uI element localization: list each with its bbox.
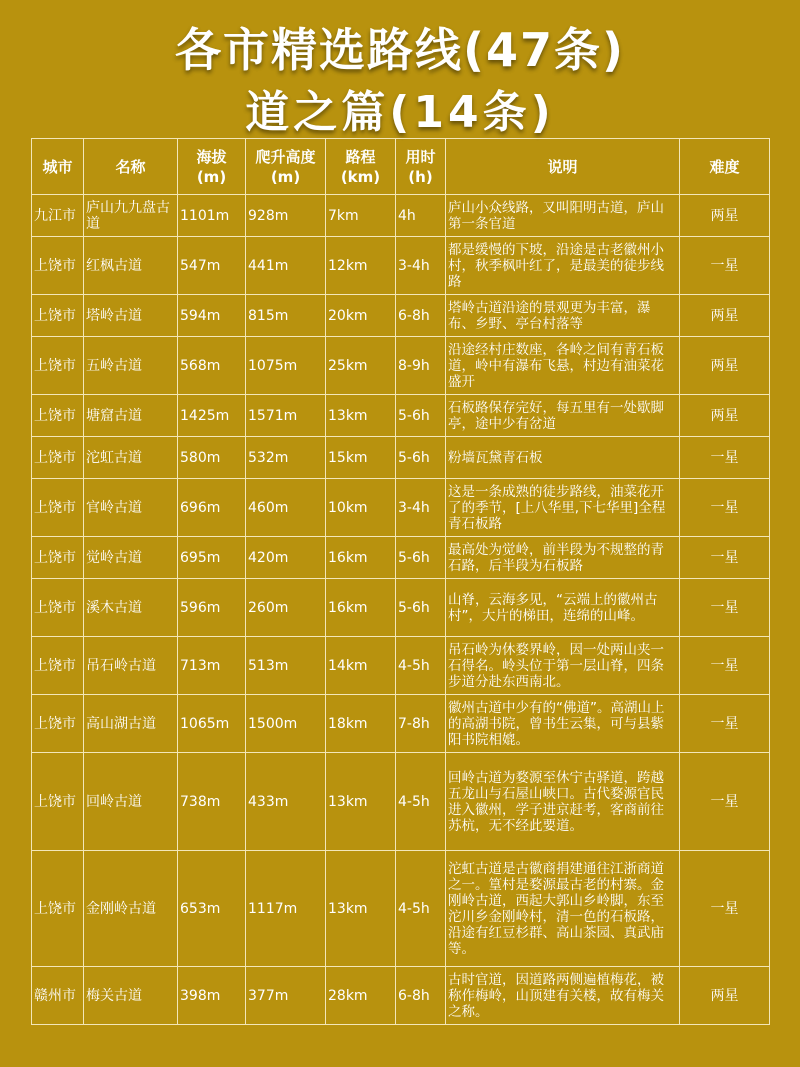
description-cell: 庐山小众线路，又叫阳明古道，庐山第一条官道	[446, 195, 680, 237]
table-row	[32, 395, 770, 437]
difficulty-cell: 一星	[680, 579, 770, 637]
page-subtitle: 道之篇(14条)	[245, 87, 555, 138]
distance-cell: 12km	[326, 237, 396, 295]
altitude-cell: 653m	[178, 851, 246, 967]
description-cell: 山脊，云海多见，“云端上的徽州古村”，大片的梯田，连绵的山峰。	[446, 579, 680, 637]
header-difficulty: 难度	[680, 139, 770, 195]
name-cell: 庐山九九盘古道	[84, 195, 178, 237]
altitude-cell: 547m	[178, 237, 246, 295]
distance-cell: 15km	[326, 437, 396, 479]
difficulty-cell: 一星	[680, 851, 770, 967]
description-cell: 回岭古道为婺源至休宁古驿道，跨越五龙山与石屋山峡口。古代婺源官民进入徽州，学子进京赶考，客商前往苏杭，无不经此要道。	[446, 753, 680, 851]
time-cell: 4-5h	[396, 851, 446, 967]
distance-cell: 25km	[326, 337, 396, 395]
difficulty-cell: 一星	[680, 437, 770, 479]
altitude-cell: 1425m	[178, 395, 246, 437]
city-cell: 上饶市	[32, 851, 84, 967]
city-cell: 上饶市	[32, 537, 84, 579]
climb-cell: 1500m	[246, 695, 326, 753]
name-cell: 官岭古道	[84, 479, 178, 537]
table-row	[32, 337, 770, 395]
description-cell: 这是一条成熟的徒步路线，油菜花开了的季节，[上八华里,下七华里]全程青石板路	[446, 479, 680, 537]
climb-cell: 928m	[246, 195, 326, 237]
difficulty-cell: 两星	[680, 195, 770, 237]
climb-cell: 1571m	[246, 395, 326, 437]
difficulty-cell: 两星	[680, 967, 770, 1025]
difficulty-cell: 一星	[680, 637, 770, 695]
description-cell: 徽州古道中少有的“佛道”。高湖山上的高湖书院，曾书生云集，可与县紫阳书院相媲。	[446, 695, 680, 753]
table-row	[32, 237, 770, 295]
header-time: 用时 (h)	[396, 139, 446, 195]
distance-cell: 20km	[326, 295, 396, 337]
city-cell: 九江市	[32, 195, 84, 237]
distance-cell: 13km	[326, 395, 396, 437]
altitude-cell: 696m	[178, 479, 246, 537]
difficulty-cell: 两星	[680, 295, 770, 337]
table-row	[32, 851, 770, 967]
description-cell: 沱虹古道是古徽商捐建通往江浙商道之一。篁村是婺源最古老的村寨。金刚岭古道，西起大郭山乡岭脚，东至沱川乡金刚岭村，清一色的石板路，沿途有红豆杉群、高山茶园、真武庙等。	[446, 851, 680, 967]
table-row	[32, 537, 770, 579]
table-row	[32, 579, 770, 637]
name-cell: 塘窟古道	[84, 395, 178, 437]
name-cell: 吊石岭古道	[84, 637, 178, 695]
altitude-cell: 738m	[178, 753, 246, 851]
name-cell: 高山湖古道	[84, 695, 178, 753]
name-cell: 塔岭古道	[84, 295, 178, 337]
table-row	[32, 637, 770, 695]
description-cell: 吊石岭为休婺界岭，因一处两山夹一石得名。岭头位于第一层山脊，四条步道分赴东西南北。	[446, 637, 680, 695]
city-cell: 上饶市	[32, 295, 84, 337]
distance-cell: 13km	[326, 851, 396, 967]
climb-cell: 420m	[246, 537, 326, 579]
climb-cell: 260m	[246, 579, 326, 637]
name-cell: 觉岭古道	[84, 537, 178, 579]
city-cell: 赣州市	[32, 967, 84, 1025]
altitude-cell: 713m	[178, 637, 246, 695]
name-cell: 金刚岭古道	[84, 851, 178, 967]
climb-cell: 433m	[246, 753, 326, 851]
time-cell: 8-9h	[396, 337, 446, 395]
distance-cell: 10km	[326, 479, 396, 537]
time-cell: 5-6h	[396, 395, 446, 437]
altitude-cell: 695m	[178, 537, 246, 579]
time-cell: 6-8h	[396, 967, 446, 1025]
climb-cell: 815m	[246, 295, 326, 337]
distance-cell: 18km	[326, 695, 396, 753]
name-cell: 溪木古道	[84, 579, 178, 637]
altitude-cell: 1065m	[178, 695, 246, 753]
description-cell: 最高处为觉岭，前半段为不规整的青石路，后半段为石板路	[446, 537, 680, 579]
table-row	[32, 437, 770, 479]
header-name: 名称	[84, 139, 178, 195]
header-altitude: 海拔 (m)	[178, 139, 246, 195]
altitude-cell: 1101m	[178, 195, 246, 237]
climb-cell: 513m	[246, 637, 326, 695]
time-cell: 4h	[396, 195, 446, 237]
altitude-cell: 580m	[178, 437, 246, 479]
name-cell: 五岭古道	[84, 337, 178, 395]
climb-cell: 377m	[246, 967, 326, 1025]
difficulty-cell: 一星	[680, 753, 770, 851]
difficulty-cell: 一星	[680, 479, 770, 537]
name-cell: 回岭古道	[84, 753, 178, 851]
difficulty-cell: 两星	[680, 395, 770, 437]
table-row	[32, 695, 770, 753]
city-cell: 上饶市	[32, 479, 84, 537]
time-cell: 4-5h	[396, 637, 446, 695]
difficulty-cell: 两星	[680, 337, 770, 395]
description-cell: 粉墙瓦黛青石板	[446, 437, 680, 479]
time-cell: 7-8h	[396, 695, 446, 753]
description-cell: 塔岭古道沿途的景观更为丰富，瀑布、乡野、亭台村落等	[446, 295, 680, 337]
distance-cell: 14km	[326, 637, 396, 695]
city-cell: 上饶市	[32, 637, 84, 695]
name-cell: 红枫古道	[84, 237, 178, 295]
table-row	[32, 195, 770, 237]
city-cell: 上饶市	[32, 437, 84, 479]
climb-cell: 1075m	[246, 337, 326, 395]
time-cell: 3-4h	[396, 479, 446, 537]
time-cell: 5-6h	[396, 537, 446, 579]
page-title: 各市精选路线(47条)	[174, 23, 626, 77]
time-cell: 4-5h	[396, 753, 446, 851]
table-row	[32, 295, 770, 337]
city-cell: 上饶市	[32, 579, 84, 637]
time-cell: 3-4h	[396, 237, 446, 295]
distance-cell: 28km	[326, 967, 396, 1025]
description-cell: 古时官道，因道路两侧遍植梅花，被称作梅岭，山顶建有关楼，故有梅关之称。	[446, 967, 680, 1025]
city-cell: 上饶市	[32, 337, 84, 395]
difficulty-cell: 一星	[680, 695, 770, 753]
climb-cell: 460m	[246, 479, 326, 537]
distance-cell: 13km	[326, 753, 396, 851]
table-row	[32, 479, 770, 537]
city-cell: 上饶市	[32, 237, 84, 295]
altitude-cell: 596m	[178, 579, 246, 637]
city-cell: 上饶市	[32, 395, 84, 437]
difficulty-cell: 一星	[680, 537, 770, 579]
altitude-cell: 398m	[178, 967, 246, 1025]
time-cell: 5-6h	[396, 437, 446, 479]
name-cell: 沱虹古道	[84, 437, 178, 479]
header-city: 城市	[32, 139, 84, 195]
altitude-cell: 594m	[178, 295, 246, 337]
time-cell: 5-6h	[396, 579, 446, 637]
header-climb: 爬升高度 (m)	[246, 139, 326, 195]
header-distance: 路程 (km)	[326, 139, 396, 195]
city-cell: 上饶市	[32, 695, 84, 753]
climb-cell: 532m	[246, 437, 326, 479]
distance-cell: 16km	[326, 579, 396, 637]
table-row	[32, 753, 770, 851]
difficulty-cell: 一星	[680, 237, 770, 295]
distance-cell: 7km	[326, 195, 396, 237]
table-row	[32, 967, 770, 1025]
climb-cell: 1117m	[246, 851, 326, 967]
description-cell: 石板路保存完好，每五里有一处歇脚亭，途中少有岔道	[446, 395, 680, 437]
header-description: 说明	[446, 139, 680, 195]
distance-cell: 16km	[326, 537, 396, 579]
description-cell: 沿途经村庄数座，各岭之间有青石板道，岭中有瀑布飞悬，村边有油菜花盛开	[446, 337, 680, 395]
time-cell: 6-8h	[396, 295, 446, 337]
climb-cell: 441m	[246, 237, 326, 295]
city-cell: 上饶市	[32, 753, 84, 851]
table-header-row	[32, 139, 770, 195]
name-cell: 梅关古道	[84, 967, 178, 1025]
description-cell: 都是缓慢的下坡，沿途是古老徽州小村，秋季枫叶红了，是最美的徒步线路	[446, 237, 680, 295]
altitude-cell: 568m	[178, 337, 246, 395]
route-table	[31, 138, 770, 1025]
